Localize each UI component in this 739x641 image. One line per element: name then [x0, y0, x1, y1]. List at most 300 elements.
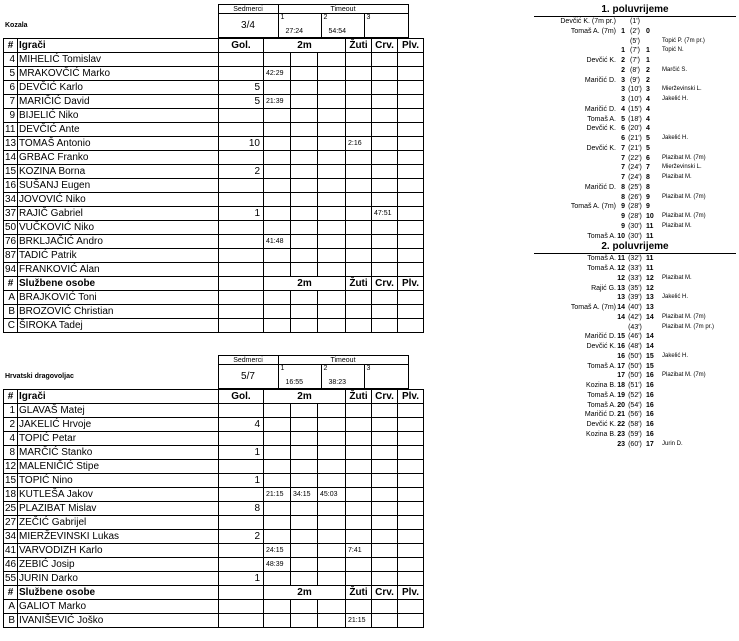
col-red: Crv. [372, 586, 398, 600]
official-name: ŠIROKA Tadej [18, 319, 219, 333]
player-goals [219, 544, 264, 558]
blue-card [398, 291, 424, 305]
suspension-2 [291, 81, 318, 95]
event-row [534, 342, 736, 352]
suspension-3 [318, 263, 346, 277]
home-score: 8 [621, 193, 625, 201]
home-scorer: Devčić K. (7m pr.) [560, 18, 616, 25]
suspension-3 [318, 123, 346, 137]
yellow-card: 21:15 [346, 614, 372, 628]
home-score: 9 [621, 203, 625, 211]
away-scorer: Topić P. (7m pr.) [662, 37, 705, 44]
yellow-card [346, 165, 372, 179]
player-row [4, 67, 424, 81]
event-row [534, 401, 736, 411]
home-score: 20 [617, 401, 625, 409]
blue-card [398, 502, 424, 516]
away-score: 8 [646, 174, 650, 181]
home-score: 4 [621, 105, 625, 113]
yellow-card [346, 488, 372, 502]
event-minute: (7') [630, 57, 640, 64]
away-score: 13 [646, 304, 654, 311]
suspension-1 [264, 502, 291, 516]
event-minute: (10') [628, 86, 642, 94]
home-scorer: Tomaš A. [587, 232, 616, 240]
timeout-cell [364, 365, 408, 389]
event-minute: (22') [628, 154, 642, 162]
suspension-1 [264, 474, 291, 488]
home-score: 5 [621, 115, 625, 123]
player-number: 27 [5, 517, 17, 528]
player-row [4, 460, 424, 474]
away-scorer: Jakelić H. [662, 135, 689, 141]
home-score: 9 [621, 222, 625, 230]
event-row [534, 17, 736, 27]
away-scorer: Plazibat M. [662, 274, 692, 281]
home-score: 23 [617, 430, 625, 438]
blue-card [398, 460, 424, 474]
player-number: 16 [5, 180, 17, 191]
home-score: 19 [617, 391, 625, 399]
red-card [372, 95, 398, 109]
player-goals [219, 67, 264, 81]
home-score: 3 [621, 76, 625, 84]
suspension-3 [318, 432, 346, 446]
player-number: 18 [5, 489, 17, 500]
away-scorer: Plazibat M. (7m) [662, 372, 706, 379]
event-row [534, 371, 736, 381]
red-card [372, 460, 398, 474]
event-row [534, 193, 736, 203]
player-number: 46 [5, 559, 17, 570]
event-row [534, 66, 736, 76]
yellow-card [346, 235, 372, 249]
col-officials: Službene osobe [18, 277, 219, 291]
suspension-3 [318, 404, 346, 418]
home-score: 7 [621, 144, 625, 152]
away-scorer: Topić N. [662, 47, 684, 54]
official-goals-empty [219, 291, 264, 305]
event-row [534, 264, 736, 274]
blue-card [398, 544, 424, 558]
suspension-1 [264, 319, 291, 333]
player-goals [219, 404, 264, 418]
suspension-3 [318, 221, 346, 235]
away-score: 2 [646, 76, 650, 84]
away-score: 9 [646, 193, 650, 201]
player-row [4, 404, 424, 418]
red-card: 47:51 [372, 207, 398, 221]
player-number: 8 [4, 446, 18, 460]
player-name: PLAZIBAT Mislav [18, 502, 219, 516]
col-empty [219, 277, 264, 291]
red-card [372, 221, 398, 235]
event-row [534, 232, 736, 242]
home-scorer: Devčić K. [586, 343, 616, 350]
official-row [4, 305, 424, 319]
player-row [4, 123, 424, 137]
home-score: 1 [621, 47, 625, 55]
player-number: 94 [5, 264, 17, 275]
suspension-2 [291, 67, 318, 81]
home-scorer: Tomaš A. [587, 401, 616, 409]
player-number: 4 [4, 432, 18, 446]
blue-card [398, 67, 424, 81]
event-minute: (26') [628, 193, 642, 201]
yellow-card [346, 249, 372, 263]
event-row [534, 212, 736, 222]
player-goals [219, 516, 264, 530]
player-goals [219, 249, 264, 263]
suspension-3 [318, 600, 346, 614]
player-row [4, 446, 424, 460]
col-officials: Službene osobe [18, 586, 219, 600]
suspension-3 [318, 53, 346, 67]
event-minute: (30') [628, 232, 642, 240]
home-score: 22 [617, 421, 625, 428]
event-row [534, 154, 736, 164]
suspension-2 [291, 305, 318, 319]
timeout-number: 2 [323, 14, 328, 21]
away-scorer: Plazibat M. [662, 222, 692, 229]
blue-card [398, 614, 424, 628]
player-goals: 10 [219, 137, 264, 151]
blue-card [398, 263, 424, 277]
player-name: MALENIČIĆ Stipe [18, 460, 219, 474]
player-row [4, 558, 424, 572]
suspension-1: 41:48 [264, 235, 291, 249]
yellow-card [346, 151, 372, 165]
home-score: 7 [621, 164, 625, 172]
away-score: 5 [646, 144, 650, 152]
event-minute: (50') [628, 362, 642, 370]
red-card [372, 81, 398, 95]
home-scorer: Tomaš A. [587, 265, 616, 272]
event-minute: (28') [628, 203, 642, 211]
player-number: 34 [5, 531, 17, 542]
player-goals [219, 221, 264, 235]
event-minute: (2') [630, 27, 640, 35]
red-card [372, 319, 398, 333]
home-scorer: Maričić D. [584, 411, 616, 419]
away-scorer: Jakelić H. [662, 352, 689, 359]
red-card [372, 488, 398, 502]
player-row [4, 151, 424, 165]
away-score: 4 [646, 105, 650, 113]
timeout-cell [278, 365, 321, 389]
suspension-3 [318, 544, 346, 558]
away-score: 16 [646, 411, 654, 419]
suspension-2 [291, 460, 318, 474]
yellow-card [346, 516, 372, 530]
timeout-cell [278, 14, 321, 38]
roster-header-row [4, 39, 424, 53]
event-row [534, 352, 736, 362]
event-minute: (15') [628, 105, 642, 113]
player-row [4, 516, 424, 530]
blue-card [398, 530, 424, 544]
event-minute: (35') [628, 284, 642, 292]
event-row [534, 274, 736, 284]
suspension-2 [291, 614, 318, 628]
player-goals [219, 263, 264, 277]
home-score: 17 [617, 372, 625, 380]
player-row [4, 95, 424, 109]
official-letter: A [4, 291, 18, 305]
red-card [372, 600, 398, 614]
official-row [4, 614, 424, 628]
player-goals: 4 [219, 418, 264, 432]
home-score: 6 [621, 125, 625, 133]
yellow-card [346, 600, 372, 614]
home-scorer: Tomaš A. [587, 255, 616, 263]
home-scorer: Tomaš A. (7m) [570, 203, 616, 211]
timeout-number: 2 [323, 365, 328, 372]
home-score: 13 [617, 294, 625, 302]
player-name: SUŠANJ Eugen [18, 179, 219, 193]
player-goals: 1 [219, 207, 264, 221]
away-score: 16 [646, 372, 654, 380]
timeout-label: Timeout [278, 5, 408, 14]
player-name: TOMAŠ Antonio [18, 137, 219, 151]
away-score: 4 [646, 125, 650, 133]
player-row [4, 165, 424, 179]
col-goals: Gol. [219, 390, 264, 404]
suspension-2 [291, 558, 318, 572]
yellow-card [346, 474, 372, 488]
player-row [4, 474, 424, 488]
official-goals-empty [219, 305, 264, 319]
suspension-1 [264, 404, 291, 418]
player-goals: 8 [219, 502, 264, 516]
player-row [4, 53, 424, 67]
col-number: # [4, 390, 18, 404]
suspension-1: 21:15 [264, 488, 291, 502]
away-score: 13 [646, 294, 654, 302]
blue-card [398, 404, 424, 418]
home-score: 16 [617, 343, 625, 350]
suspension-3 [318, 558, 346, 572]
official-name: GALIOT Marko [18, 600, 219, 614]
suspension-3 [318, 207, 346, 221]
suspension-3 [318, 151, 346, 165]
suspension-2 [291, 53, 318, 67]
suspension-2 [291, 137, 318, 151]
yellow-card [346, 432, 372, 446]
away-score: 4 [646, 96, 650, 103]
home-scorer: Devčić K. [586, 57, 616, 64]
suspension-1 [264, 291, 291, 305]
blue-card [398, 53, 424, 67]
suspension-2 [291, 109, 318, 123]
player-name: MARČIĆ Stanko [18, 446, 219, 460]
blue-card [398, 600, 424, 614]
half-title: 2. poluvrijeme [534, 241, 736, 254]
player-name: DEVČIĆ Ante [18, 123, 219, 137]
suspension-2 [291, 530, 318, 544]
official-letter: B [4, 305, 18, 319]
blue-card [398, 305, 424, 319]
away-scorer: Jurin D. [662, 440, 683, 447]
timeout-number: 1 [280, 14, 285, 21]
away-scorer: Plazibat M. (7m) [662, 213, 706, 219]
player-number: 76 [5, 236, 17, 247]
event-minute: (5') [630, 37, 640, 45]
event-minute: (21') [628, 144, 642, 152]
official-name: BRAJKOVIĆ Toni [18, 291, 219, 305]
suspension-1 [264, 53, 291, 67]
player-goals: 5 [219, 81, 264, 95]
timeout-cell [364, 14, 408, 38]
event-row [534, 85, 736, 95]
event-minute: (60') [628, 440, 642, 448]
col-blue: Plv. [398, 39, 424, 53]
player-row [4, 235, 424, 249]
away-scorer: Mierževinski L. [662, 164, 702, 171]
player-name: GRBAC Franko [18, 151, 219, 165]
red-card [372, 109, 398, 123]
home-scorer: Maričić D. [584, 76, 616, 84]
team-name: Kozala [5, 22, 28, 29]
team-header [3, 4, 409, 38]
event-row [534, 362, 736, 372]
red-card [372, 558, 398, 572]
home-score: 1 [621, 27, 625, 35]
suspension-2 [291, 95, 318, 109]
player-number: 14 [5, 152, 17, 163]
blue-card [398, 207, 424, 221]
blue-card [398, 95, 424, 109]
player-row [4, 179, 424, 193]
col-blue: Plv. [398, 390, 424, 404]
player-number: 87 [5, 250, 17, 261]
player-goals [219, 488, 264, 502]
suspension-2 [291, 207, 318, 221]
suspension-2 [291, 516, 318, 530]
blue-card [398, 249, 424, 263]
col-goals: Gol. [219, 39, 264, 53]
suspension-1 [264, 221, 291, 235]
event-row [534, 46, 736, 56]
player-row [4, 207, 424, 221]
blue-card [398, 446, 424, 460]
suspension-1 [264, 137, 291, 151]
suspension-1: 42:29 [264, 67, 291, 81]
event-minute: (43') [628, 323, 642, 331]
away-score: 5 [646, 135, 650, 142]
suspension-2 [291, 572, 318, 586]
official-letter: A [4, 600, 18, 614]
event-row [534, 76, 736, 86]
blue-card [398, 488, 424, 502]
suspension-1 [264, 446, 291, 460]
player-row [4, 432, 424, 446]
away-score: 11 [646, 232, 654, 240]
event-minute: (52') [628, 391, 642, 399]
yellow-card [346, 558, 372, 572]
player-name: JAKELIĆ Hrvoje [18, 418, 219, 432]
home-score: 3 [621, 86, 625, 94]
red-card [372, 123, 398, 137]
event-row [534, 27, 736, 37]
event-row [534, 391, 736, 401]
suspension-2 [291, 432, 318, 446]
away-scorer: Plazibat M. (7m) [662, 313, 706, 320]
col-players: Igrači [18, 390, 219, 404]
event-row [534, 183, 736, 193]
home-score: 6 [621, 135, 625, 142]
suspension-3 [318, 516, 346, 530]
event-minute: (42') [628, 313, 642, 321]
suspension-1 [264, 530, 291, 544]
suspension-1 [264, 305, 291, 319]
yellow-card [346, 123, 372, 137]
home-score: 12 [617, 274, 625, 282]
event-minute: (21') [628, 135, 642, 142]
timeout-time: 27:24 [285, 28, 304, 35]
player-row [4, 488, 424, 502]
suspension-3 [318, 137, 346, 151]
team-kozala-section [3, 4, 420, 333]
suspension-1: 24:15 [264, 544, 291, 558]
event-minute: (58') [628, 421, 642, 428]
red-card [372, 193, 398, 207]
event-row [534, 303, 736, 313]
suspension-1 [264, 516, 291, 530]
player-name: MIHELIĆ Tomislav [18, 53, 219, 67]
suspension-3 [318, 474, 346, 488]
home-score: 7 [621, 154, 625, 162]
col-2m: 2m [264, 390, 346, 404]
away-score: 4 [646, 115, 650, 123]
red-card [372, 249, 398, 263]
timeout-number: 3 [366, 365, 371, 372]
suspension-1 [264, 418, 291, 432]
player-name: FRANKOVIĆ Alan [18, 263, 219, 277]
officials-header-row [4, 586, 424, 600]
home-score: 2 [621, 66, 625, 74]
home-scorer: Tomaš A. (7m) [570, 27, 616, 35]
suspension-1 [264, 614, 291, 628]
home-score: 3 [621, 96, 625, 103]
official-row [4, 600, 424, 614]
away-score: 16 [646, 391, 654, 399]
col-number: # [4, 277, 18, 291]
event-minute: (25') [628, 183, 642, 191]
home-score: 12 [617, 265, 625, 272]
suspension-3 [318, 446, 346, 460]
player-goals: 2 [219, 165, 264, 179]
home-score: 14 [617, 304, 625, 311]
suspension-2 [291, 404, 318, 418]
yellow-card [346, 319, 372, 333]
event-minute: (40') [628, 304, 642, 311]
col-red: Crv. [372, 390, 398, 404]
home-score: 14 [617, 313, 625, 321]
suspension-2 [291, 179, 318, 193]
away-score: 14 [646, 333, 654, 341]
player-name: VARVODIZH Karlo [18, 544, 219, 558]
suspension-3 [318, 109, 346, 123]
away-scorer: Jakelić H. [662, 294, 689, 301]
event-row [534, 56, 736, 66]
suspension-1 [264, 432, 291, 446]
event-minute: (24') [628, 174, 642, 181]
yellow-card [346, 502, 372, 516]
player-goals: 1 [219, 446, 264, 460]
suspension-2 [291, 446, 318, 460]
away-score: 14 [646, 343, 654, 350]
